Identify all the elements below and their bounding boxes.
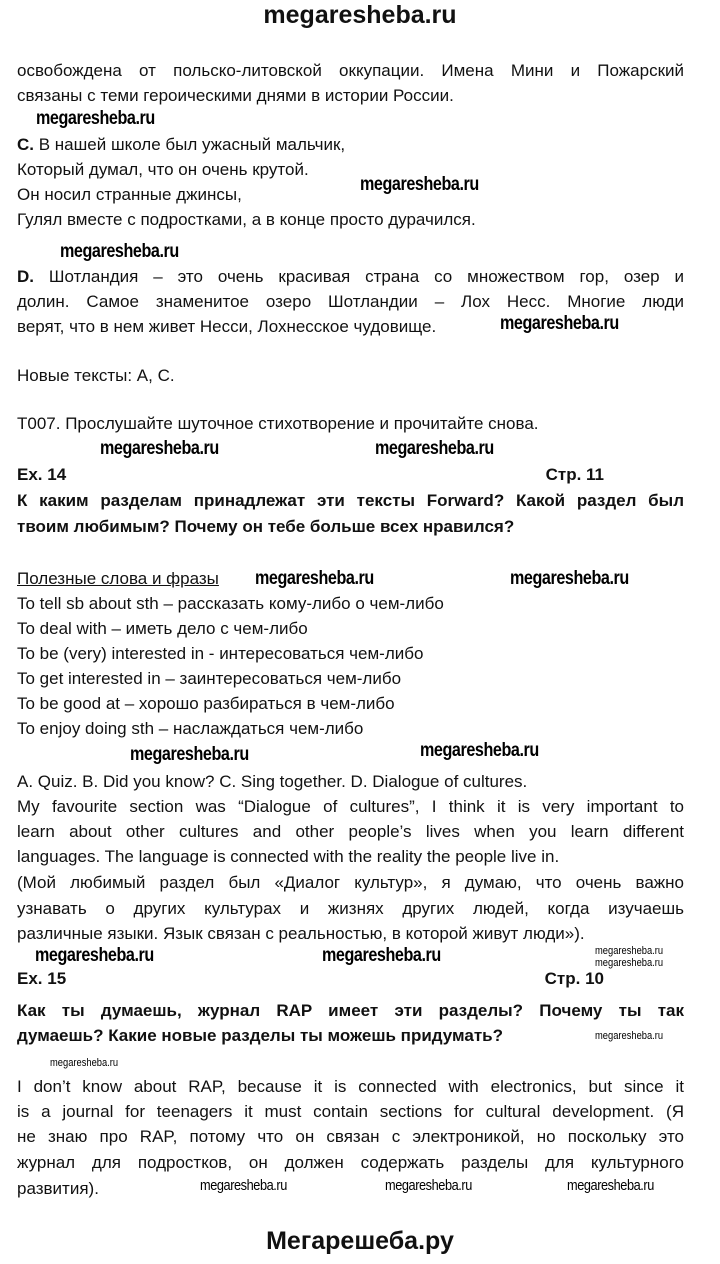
text-d-text: Шотландия – это очень красивая страна со множеством гор, озер и: [48, 267, 684, 286]
ex14-question: К каким разделам принадлежат эти тексты Forward? Какой раздел был: [17, 491, 684, 510]
ex14-answer: узнавать о других культурах и жизнях других людей, когда изучаешь: [17, 899, 684, 918]
watermark: megaresheba.ru: [375, 438, 494, 459]
watermark: megaresheba.ru: [500, 313, 619, 334]
section-label: C.: [17, 135, 34, 154]
page-number: Стр. 10: [544, 969, 604, 988]
ex14-answer: различные языки. Язык связан с реальностью, в которой живут люди»).: [17, 924, 585, 943]
ex15-question: Как ты думаешь, журнал RAP имеет эти разделы? Почему ты так: [17, 1001, 684, 1020]
phrases-title: Полезные слова и фразы: [17, 569, 219, 588]
site-footer: Мегарешеба.ру: [266, 1227, 454, 1255]
watermark-small: megaresheba.ru: [50, 1057, 119, 1069]
phrase: To enjoy doing sth – наслаждаться чем-либо: [17, 719, 364, 738]
watermark: megaresheba.ru: [420, 740, 539, 761]
watermark-small: megaresheba.ru: [595, 957, 664, 969]
t007-task: Т007. Прослушайте шуточное стихотворение и прочитайте снова.: [17, 414, 539, 433]
poem-line: [17, 135, 684, 155]
watermark: megaresheba.ru: [322, 945, 441, 966]
exercise-number: Ex. 15: [17, 969, 67, 988]
ex15-question: думаешь? Какие новые разделы ты можешь придумать?: [17, 1026, 503, 1045]
intro-line: освобождена от польско-литовской оккупации. Имена Мини и Пожарский: [17, 61, 684, 80]
watermark: megaresheba.ru: [510, 568, 629, 589]
ex14-heading: [17, 465, 684, 485]
watermark: megaresheba.ru: [567, 1177, 654, 1194]
phrase: To tell sb about sth – рассказать кому-либо о чем-либо: [17, 594, 444, 613]
ex15-answer: I don’t know about RAP, because it is connected with electronics, but since it: [17, 1077, 684, 1096]
watermark-small: megaresheba.ru: [595, 945, 664, 957]
phrase: To deal with – иметь дело с чем-либо: [17, 619, 308, 638]
watermark: megaresheba.ru: [255, 568, 374, 589]
phrase: To be (very) interested in - интересоваться чем-либо: [17, 644, 424, 663]
text-d-line: [17, 267, 684, 287]
ex15-answer: is a journal for teenagers it must contain sections for cultural development. (Я: [17, 1102, 684, 1121]
ex14-answer: My favourite section was “Dialogue of cultures”, I think it is very important to: [17, 797, 684, 816]
watermark: megaresheba.ru: [200, 1177, 287, 1194]
ex15-heading: [17, 969, 684, 989]
watermark-small: megaresheba.ru: [595, 1030, 664, 1042]
watermark: megaresheba.ru: [130, 744, 249, 765]
exercise-number: Ex. 14: [17, 465, 67, 484]
ex14-answer: languages. The language is connected with the reality the people live in.: [17, 847, 560, 866]
watermark: megaresheba.ru: [36, 108, 155, 129]
poem-line: Гулял вместе с подростками, а в конце просто дурачился.: [17, 210, 476, 229]
text-d-line: верят, что в нем живет Несси, Лохнесское чудовище.: [17, 317, 437, 336]
ex15-answer: журнал для подростков, он должен содержать разделы для культурного: [17, 1153, 684, 1172]
phrase: To get interested in – заинтересоваться чем-либо: [17, 669, 402, 688]
ex14-answer: A. Quiz. B. Did you know? C. Sing together. D. Dialogue of cultures.: [17, 772, 528, 791]
watermark: megaresheba.ru: [385, 1177, 472, 1194]
poem-line: Он носил странные джинсы,: [17, 185, 242, 204]
ex15-answer: не знаю про RAP, потому что он связан с электроникой, но поскольку это: [17, 1127, 684, 1146]
page-number: Стр. 11: [545, 465, 604, 484]
site-header: megaresheba.ru: [263, 1, 457, 29]
new-texts: Новые тексты: А, С.: [17, 366, 175, 385]
watermark: megaresheba.ru: [360, 174, 479, 195]
watermark: megaresheba.ru: [60, 241, 179, 262]
ex14-question: твоим любимым? Почему он тебе больше всех нравился?: [17, 517, 515, 536]
poem-text: В нашей школе был ужасный мальчик,: [38, 135, 346, 154]
watermark: megaresheba.ru: [35, 945, 154, 966]
ex15-answer: развития).: [17, 1179, 99, 1198]
phrase: To be good at – хорошо разбираться в чем-либо: [17, 694, 395, 713]
ex14-answer: learn about other cultures and other people’s lives when you learn different: [17, 822, 684, 841]
text-d-line: долин. Самое знаменитое озеро Шотландии – Лох Несс. Многие люди: [17, 292, 684, 311]
ex14-answer: (Мой любимый раздел был «Диалог культур», я думаю, что очень важно: [17, 873, 684, 892]
poem-line: Который думал, что он очень крутой.: [17, 160, 309, 179]
section-label: D.: [17, 267, 34, 286]
intro-line: связаны с теми героическими днями в истории России.: [17, 86, 454, 105]
watermark: megaresheba.ru: [100, 438, 219, 459]
